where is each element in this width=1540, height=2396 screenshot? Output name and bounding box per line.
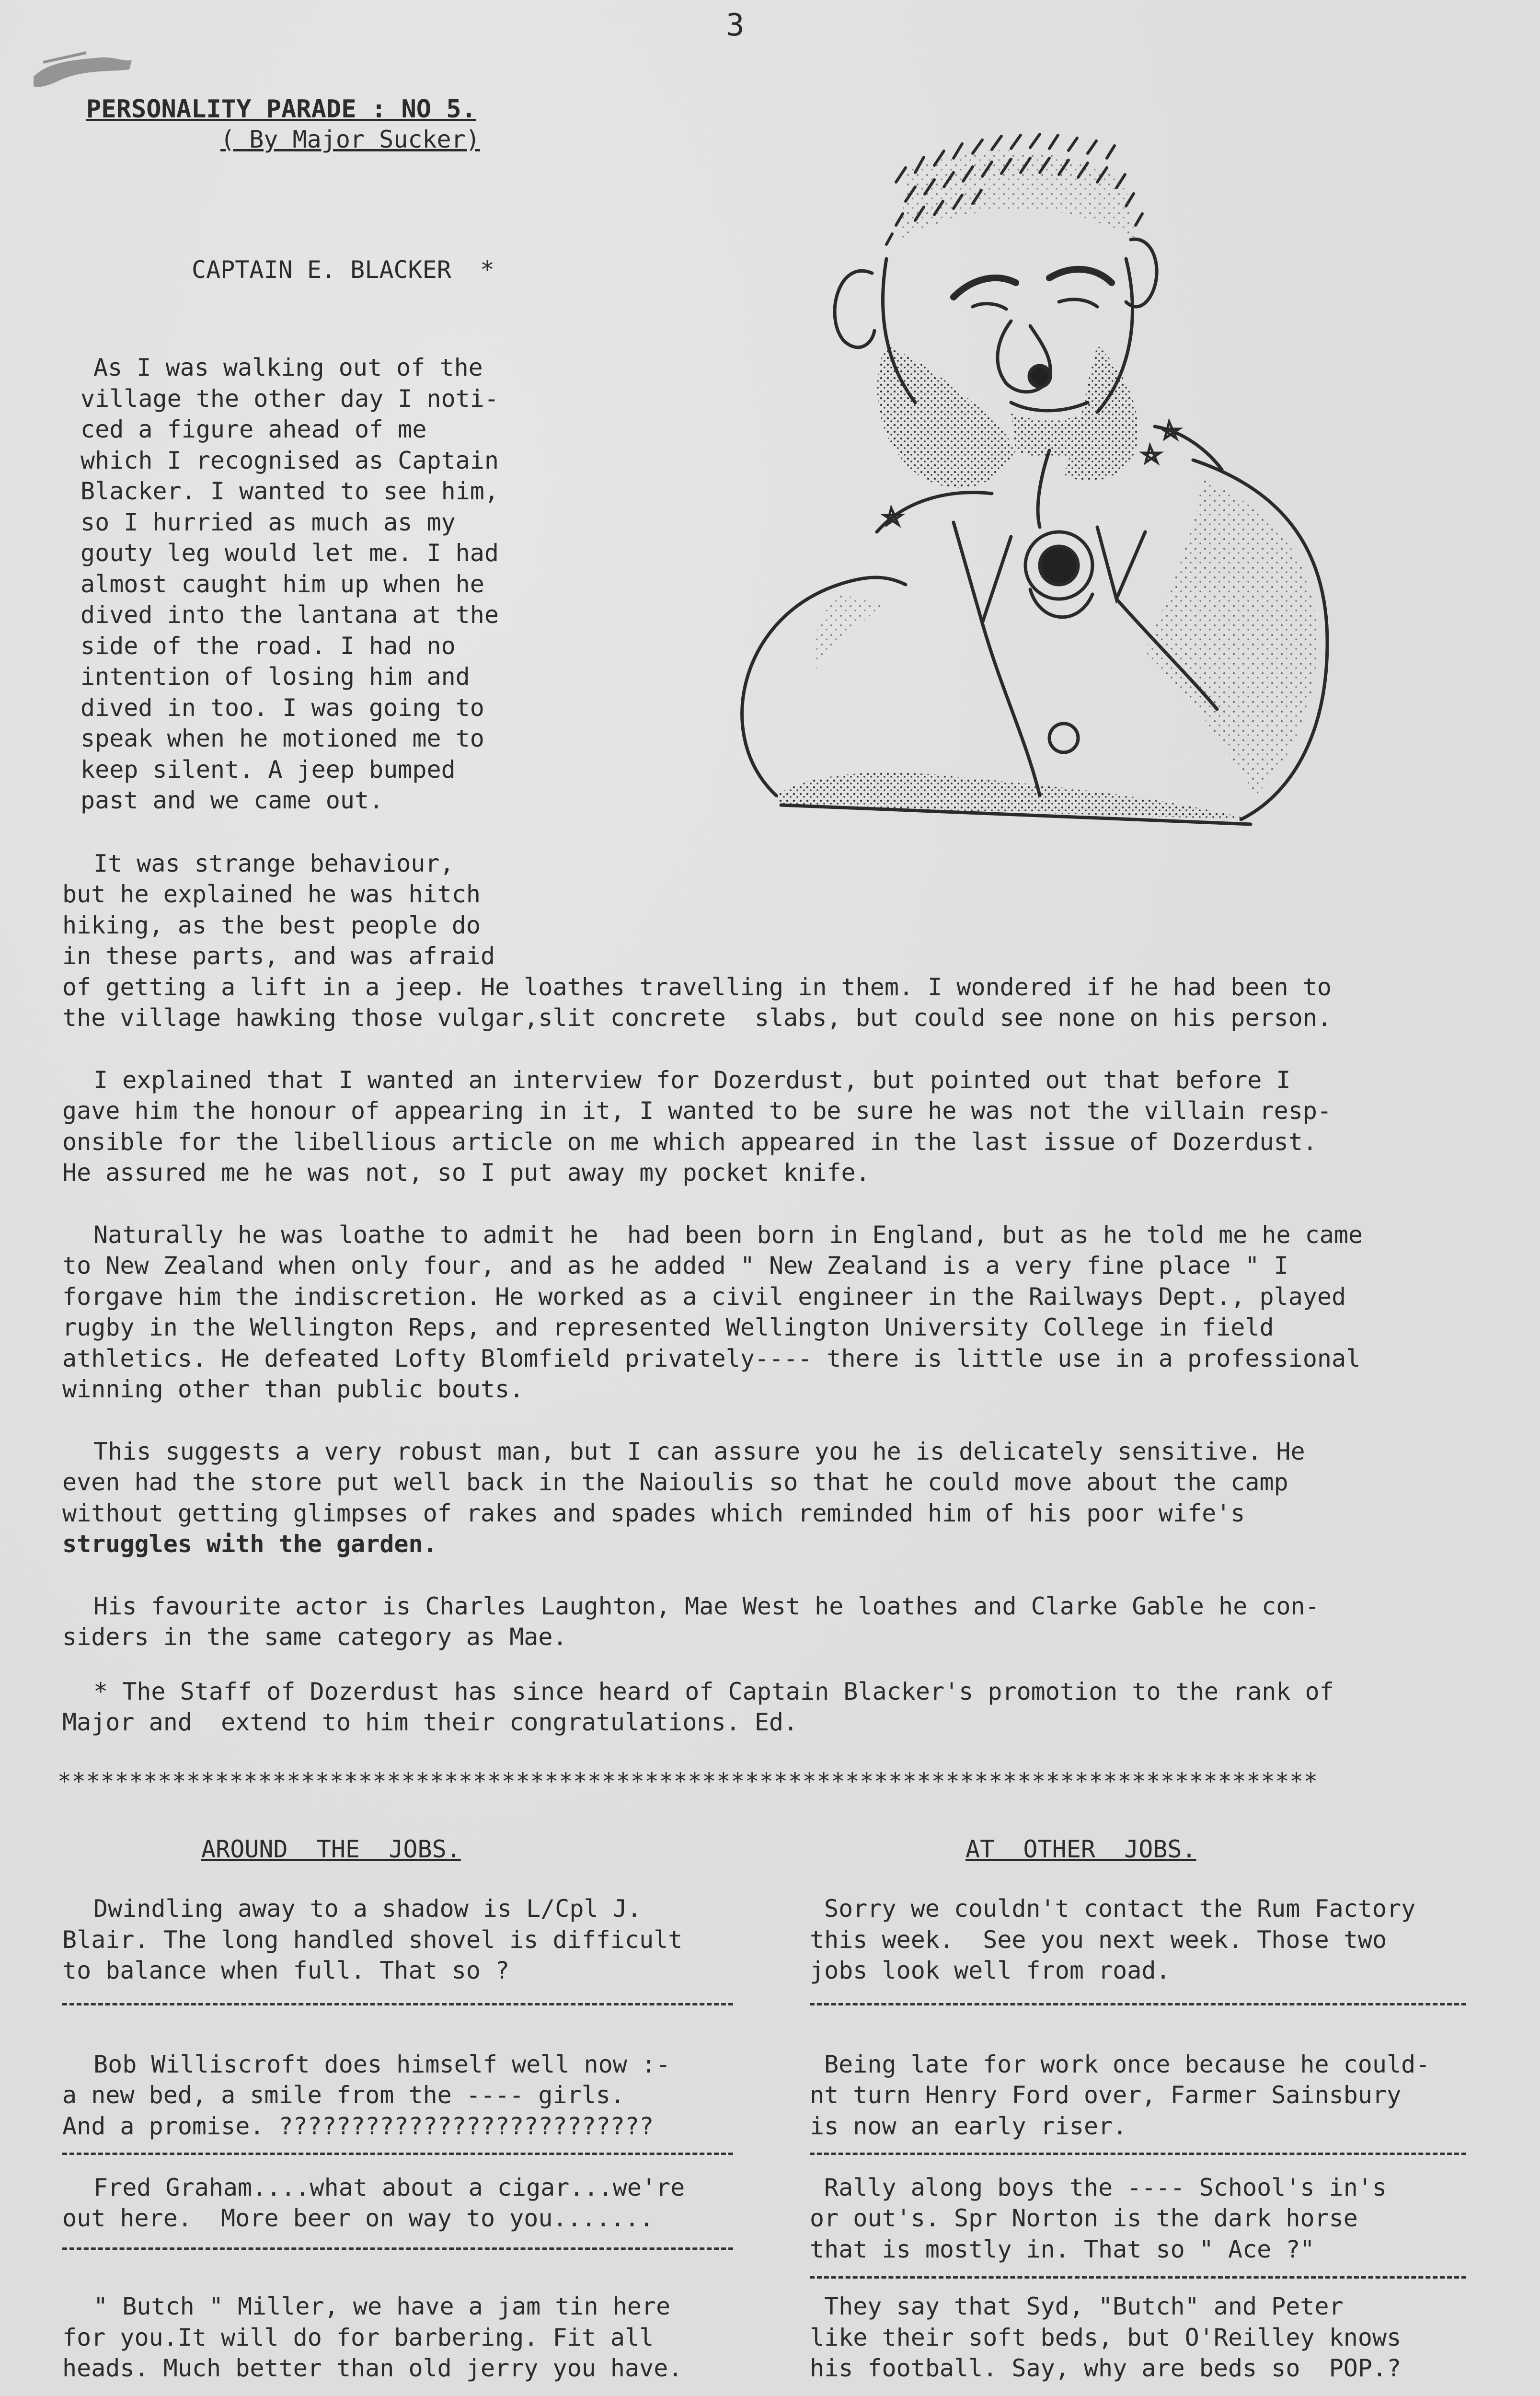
paragraph-line: past and we came out.: [80, 786, 384, 814]
right-item-line: Sorry we couldn't contact the Rum Factory: [824, 1895, 1416, 1923]
paragraph-line: speak when he motioned me to: [80, 725, 484, 752]
right-item-line: Rally along boys the ---- School's in's: [824, 2174, 1387, 2201]
paragraph-line: in these parts, and was afraid: [62, 942, 495, 970]
paragraph-line: dived in too. I was going to: [80, 694, 484, 722]
paragraph-line: gouty leg would let me. I had: [80, 539, 499, 567]
page-number: 3: [726, 8, 745, 43]
left-item-line: to balance when full. That so ?: [62, 1957, 510, 1984]
paragraph-line: winning other than public bouts.: [62, 1375, 524, 1403]
right-item-line: is now an early riser.: [810, 2112, 1127, 2140]
left-item-line: a new bed, a smile from the ---- girls.: [62, 2081, 625, 2109]
byline: ( By Major Sucker): [220, 126, 480, 153]
paragraph-line: intention of losing him and: [80, 663, 470, 691]
left-item-line: heads. Much better than old jerry you have.: [62, 2354, 683, 2382]
right-column-heading: AT OTHER JOBS.: [965, 1835, 1196, 1863]
left-item-line: " Butch " Miller, we have a jam tin here: [93, 2292, 671, 2320]
paragraph-line: I explained that I wanted an interview for Dozerdust, but pointed out that before I: [93, 1066, 1291, 1094]
dashed-rule: [810, 2003, 1466, 2005]
paragraph-line: even had the store put well back in the Naioulis so that he could move about the camp: [62, 1468, 1288, 1496]
paragraph-line: athletics. He defeated Lofty Blomfield privately---- there is little use in a professional: [62, 1345, 1361, 1372]
dashed-rule: [810, 2153, 1466, 2155]
paragraph-line: Blacker. I wanted to see him,: [80, 477, 499, 505]
left-item-line: Bob Williscroft does himself well now :-: [93, 2050, 671, 2078]
left-item-line: for you.It will do for barbering. Fit all: [62, 2324, 654, 2351]
footnote-line: Major and extend to him their congratulations. Ed.: [62, 1708, 798, 1736]
paragraph-line: ced a figure ahead of me: [80, 415, 427, 443]
left-item-line: out here. More beer on way to you.......: [62, 2204, 654, 2232]
dashed-rule: [810, 2276, 1466, 2279]
left-item-line: Dwindling away to a shadow is L/Cpl J.: [93, 1895, 642, 1923]
footnote-line: * The Staff of Dozerdust has since heard of Captain Blacker's promotion to the rank of: [93, 1678, 1334, 1705]
right-item-line: his football. Say, why are beds so POP.?: [810, 2354, 1402, 2382]
paragraph-line: rugby in the Wellington Reps, and represented Wellington University College in field: [62, 1313, 1274, 1341]
left-item-line: And a promise. ??????????????????????????: [62, 2112, 654, 2140]
right-item-line: or out's. Spr Norton is the dark horse: [810, 2204, 1358, 2232]
paragraph-line: to New Zealand when only four, and as he added " New Zealand is a very fine place " I: [62, 1252, 1288, 1279]
paragraph-line: struggles with the garden.: [62, 1530, 437, 1558]
subject-heading: CAPTAIN E. BLACKER *: [192, 256, 495, 284]
paragraph-line: gave him the honour of appearing in it, I wanted to be sure he was not the villain resp-: [62, 1097, 1332, 1125]
paragraph-line: which I recognised as Captain: [80, 447, 499, 474]
paragraph-line: His favourite actor is Charles Laughton, Mae West he loathes and Clarke Gable he con-: [93, 1592, 1320, 1620]
paragraph-line: It was strange behaviour,: [93, 850, 454, 877]
paragraph-line: dived into the lantana at the: [80, 601, 499, 629]
right-item-line: that is mostly in. That so " Ace ?": [810, 2235, 1315, 2263]
right-item-line: like their soft beds, but O'Reilley knows: [810, 2324, 1402, 2351]
asterisk-separator: ****************************************************************************************: [57, 1768, 1319, 1795]
paragraph-line: This suggests a very robust man, but I can assure you he is delicately sensitive. He: [93, 1438, 1305, 1465]
paragraph-line: almost caught him up when he: [80, 570, 484, 598]
dashed-rule: [62, 2003, 733, 2005]
paragraph-line: onsible for the libellious article on me which appeared in the last issue of Dozerdust.: [62, 1128, 1317, 1156]
left-item-line: Fred Graham....what about a cigar...we're: [93, 2174, 685, 2201]
right-item-line: jobs look well from road.: [810, 1957, 1171, 1984]
paragraph-line: side of the road. I had no: [80, 632, 456, 660]
paragraph-line: keep silent. A jeep bumped: [80, 756, 456, 783]
paragraph-line: forgave him the indiscretion. He worked as a civil engineer in the Railways Dept., played: [62, 1283, 1346, 1311]
paragraph-line: As I was walking out of the: [93, 354, 483, 381]
paragraph-line: without getting glimpses of rakes and spades which reminded him of his poor wife's: [62, 1499, 1245, 1527]
paragraph-line: village the other day I noti-: [80, 385, 499, 413]
paragraph-line: of getting a lift in a jeep. He loathes travelling in them. I wondered if he had been to: [62, 973, 1332, 1001]
caricature-illustration: [618, 115, 1505, 848]
right-item-line: Being late for work once because he could-: [824, 2050, 1430, 2078]
paragraph-line: but he explained he was hitch: [62, 880, 481, 908]
ink-smudge: [29, 43, 139, 96]
paragraph-line: Naturally he was loathe to admit he had been born in England, but as he told me he came: [93, 1221, 1363, 1249]
paragraph-line: He assured me he was not, so I put away my pocket knife.: [62, 1159, 870, 1186]
paragraph-line: hiking, as the best people do: [62, 911, 481, 939]
right-item-line: this week. See you next week. Those two: [810, 1926, 1387, 1954]
paragraph-line: the village hawking those vulgar,slit concrete slabs, but could see none on his person.: [62, 1004, 1332, 1032]
left-column-heading: AROUND THE JOBS.: [201, 1835, 461, 1863]
right-item-line: They say that Syd, "Butch" and Peter: [824, 2292, 1344, 2320]
dashed-rule: [62, 2247, 733, 2250]
left-item-line: Blair. The long handled shovel is difficult: [62, 1926, 683, 1954]
paragraph-line: so I hurried as much as my: [80, 508, 456, 536]
page-title: PERSONALITY PARADE : NO 5.: [86, 95, 476, 124]
right-item-line: nt turn Henry Ford over, Farmer Sainsbury: [810, 2081, 1402, 2109]
dashed-rule: [62, 2153, 733, 2155]
paragraph-line: siders in the same category as Mae.: [62, 1623, 567, 1651]
